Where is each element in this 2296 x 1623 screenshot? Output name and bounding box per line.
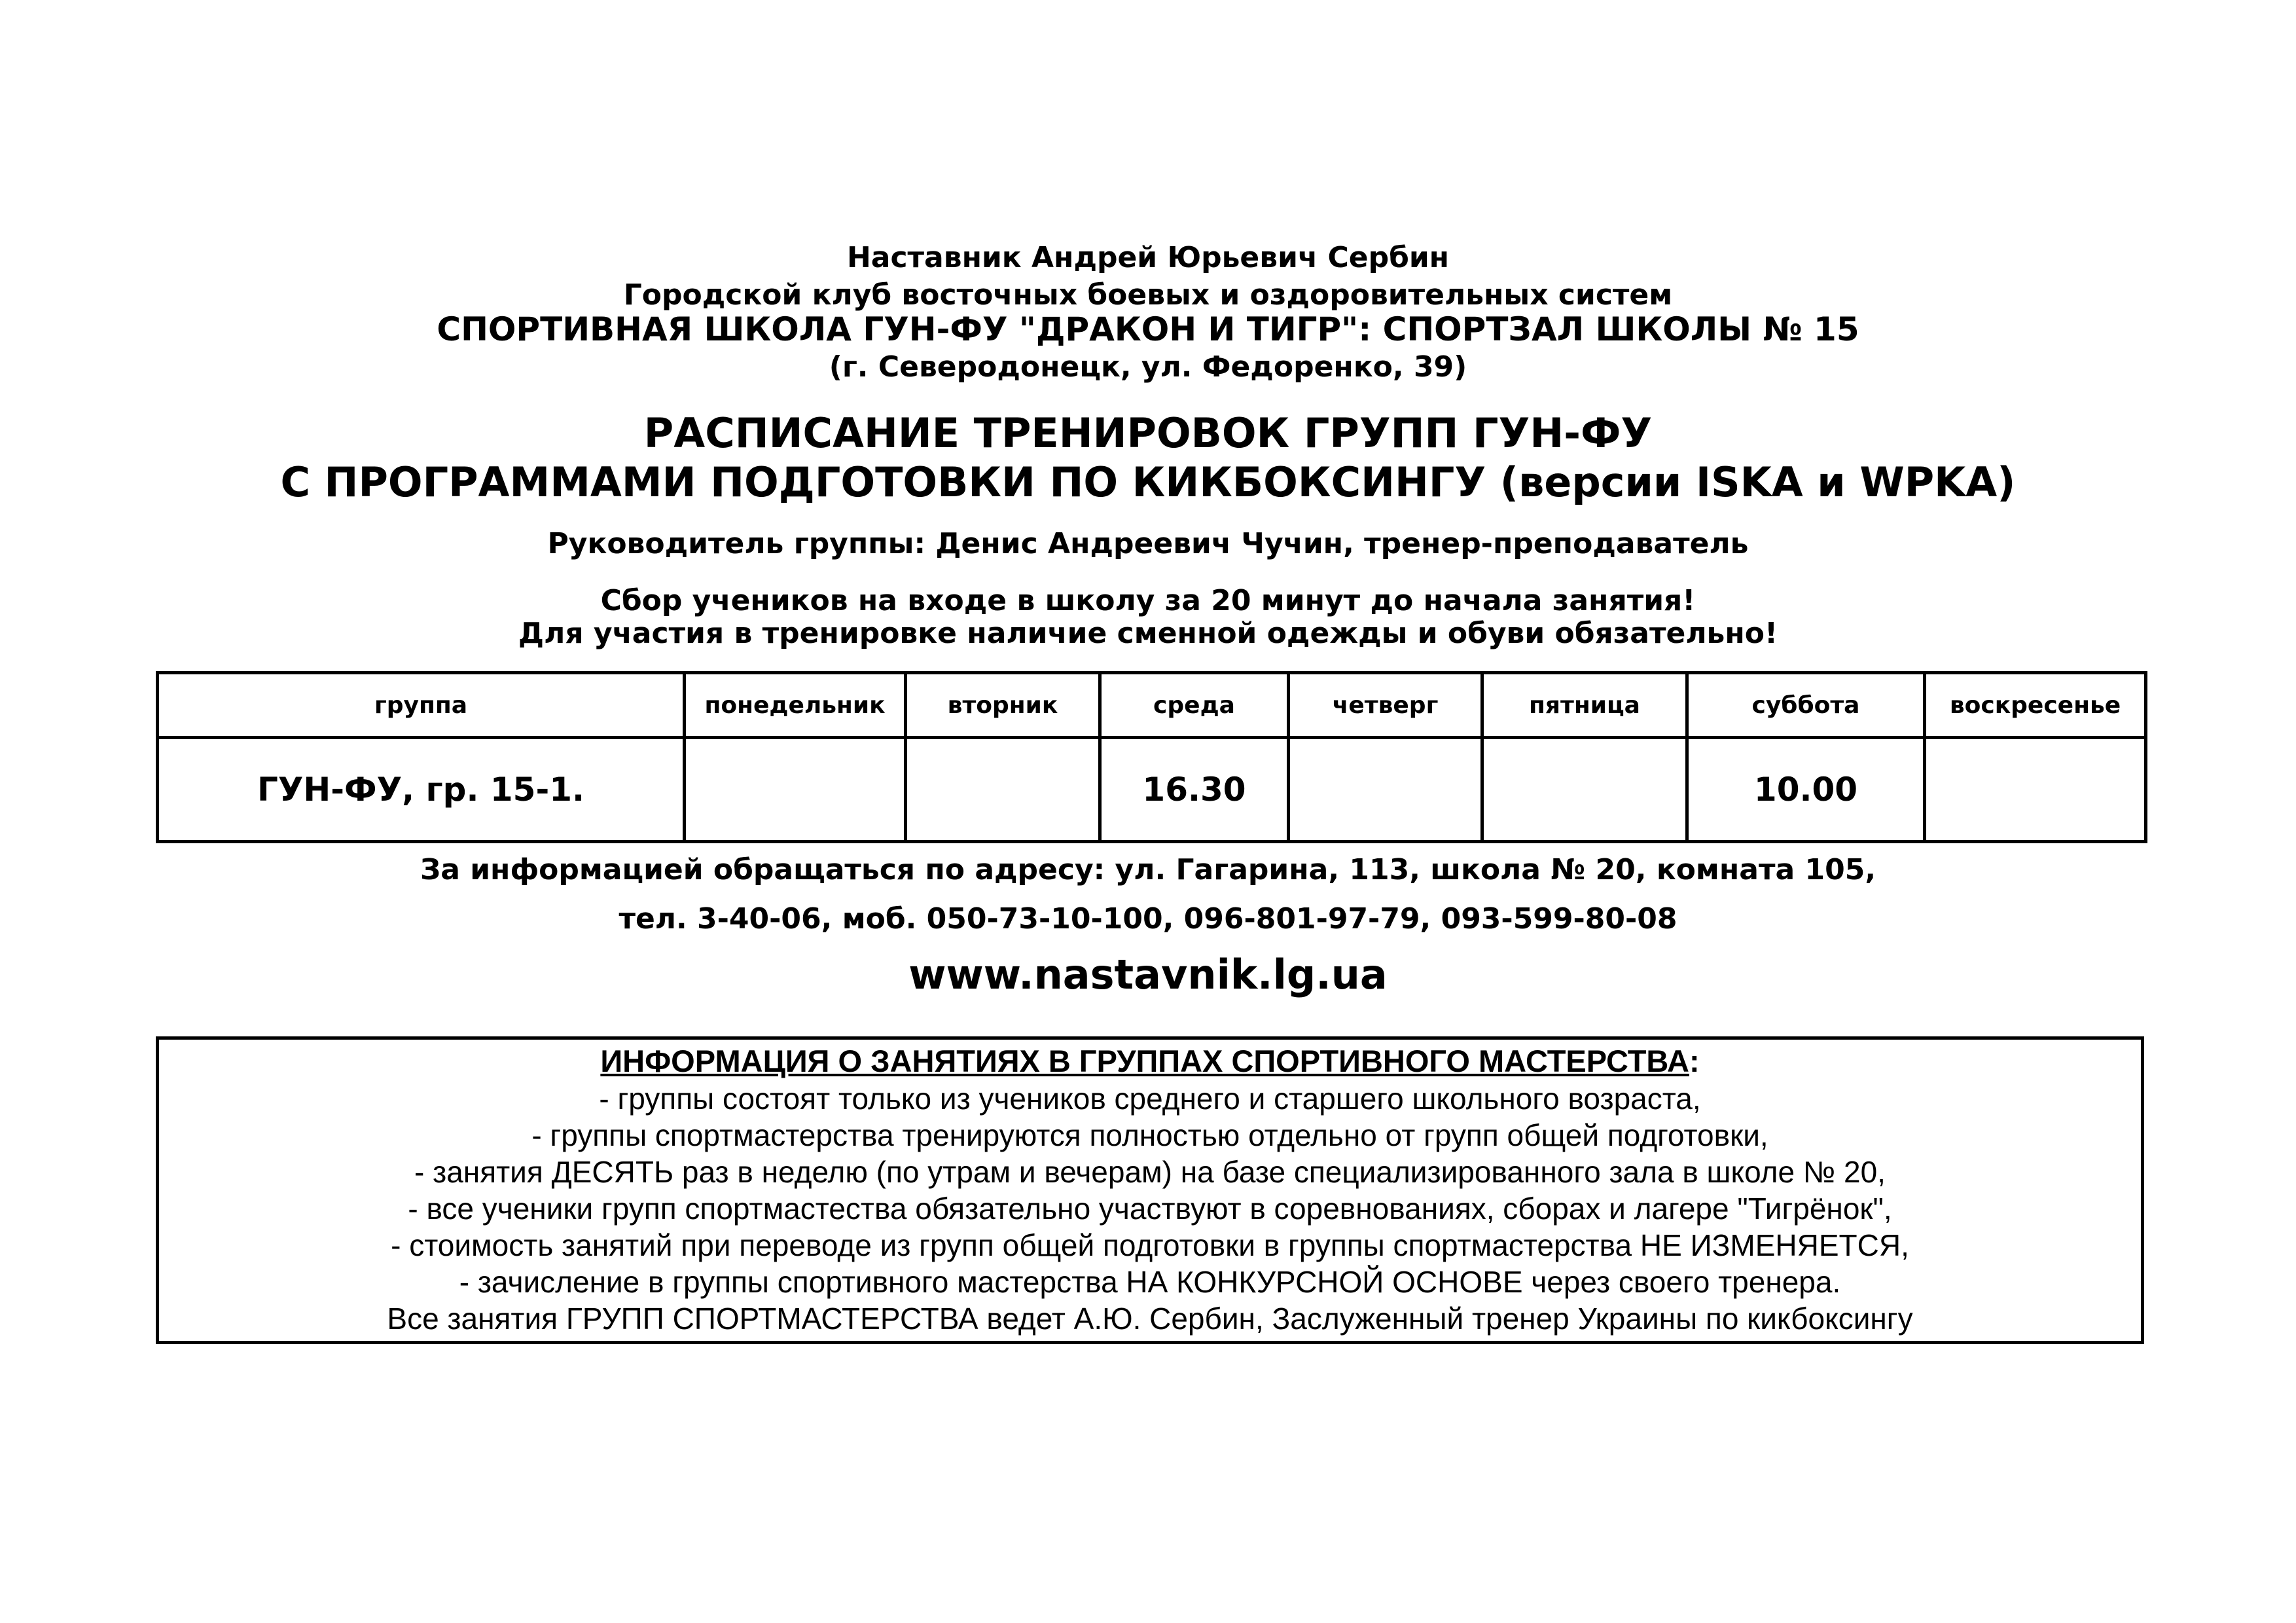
gathering-note-1: Сбор учеников на входе в школу за 20 минут до начала занятия! [600, 584, 1696, 617]
header-sunday: воскресенье [1925, 673, 2146, 738]
info-title [159, 1042, 2141, 1080]
school-name: СПОРТИВНАЯ ШКОЛА ГУН-ФУ "ДРАКОН И ТИГР": СПОРТЗАЛ ШКОЛЫ № 15 [437, 310, 1859, 348]
header-tuesday: вторник [906, 673, 1100, 738]
cell-sunday [1925, 738, 2146, 842]
group-lead: Руководитель группы: Денис Андреевич Чучин, тренер-преподаватель [547, 527, 1749, 560]
cell-monday [685, 738, 906, 842]
cell-group: ГУН-ФУ, гр. 15-1. [158, 738, 685, 842]
cell-friday [1482, 738, 1687, 842]
info-line-3: - занятия ДЕСЯТЬ раз в неделю (по утрам и вечерам) на базе специализированного зала в школе № 20, [414, 1155, 1886, 1189]
header-group: группа [158, 673, 685, 738]
school-address: (г. Северодонецк, ул. Федоренко, 39) [829, 350, 1467, 384]
cell-saturday: 10.00 [1687, 738, 1925, 842]
contact-phones: тел. 3-40-06, моб. 050-73-10-100, 096-801-97-79, 093-599-80-08 [619, 902, 1677, 936]
gathering-note-2: Для участия в тренировке наличие сменной одежды и обуви обязательно! [518, 617, 1778, 650]
header-wednesday: среда [1100, 673, 1289, 738]
info-box [156, 1036, 2144, 1344]
header-saturday: суббота [1687, 673, 1925, 738]
cell-wednesday: 16.30 [1100, 738, 1289, 842]
info-title-text: ИНФОРМАЦИЯ О ЗАНЯТИЯХ В ГРУППАХ СПОРТИВНОГО МАСТЕРСТВА [600, 1044, 1689, 1078]
page-title-line1: РАСПИСАНИЕ ТРЕНИРОВОК ГРУПП ГУН-ФУ [643, 409, 1653, 457]
cell-tuesday [906, 738, 1100, 842]
info-title-colon: : [1689, 1044, 1700, 1078]
contact-address: За информацией обращаться по адресу: ул. Гагарина, 113, школа № 20, комната 105, [420, 853, 1876, 886]
info-line-4: - все ученики групп спортмастества обязательно участвуют в соревнованиях, сборах и лагере "Тигрёнок", [408, 1192, 1892, 1226]
info-line-7: Все занятия ГРУПП СПОРТМАСТЕРСТВА ведет А.Ю. Сербин, Заслуженный тренер Украины по кикбоксингу [387, 1302, 1913, 1336]
club-name: Городской клуб восточных боевых и оздоровительных систем [623, 278, 1673, 312]
schedule-header-row [158, 673, 2146, 738]
header-thursday: четверг [1289, 673, 1482, 738]
cell-thursday [1289, 738, 1482, 842]
mentor-name: Наставник Андрей Юрьевич Сербин [846, 241, 1450, 274]
page-title-line2: С ПРОГРАММАМИ ПОДГОТОВКИ ПО КИКБОКСИНГУ (версии ISKA и WPKA) [280, 458, 2016, 506]
header-friday: пятница [1482, 673, 1687, 738]
header-monday: понедельник [685, 673, 906, 738]
info-line-5: - стоимость занятий при переводе из групп общей подготовки в группы спортмастерства НЕ ИЗМЕНЯЕТСЯ, [391, 1228, 1909, 1262]
info-line-6: - зачисление в группы спортивного мастерства НА КОНКУРСНОЙ ОСНОВЕ через своего тренера. [459, 1265, 1841, 1299]
info-line-1: - группы состоят только из учеников среднего и старшего школьного возраста, [599, 1082, 1701, 1116]
info-line-2: - группы спортмастерства тренируются полностью отдельно от групп общей подготовки, [531, 1118, 1768, 1152]
website-link[interactable]: www.nastavnik.lg.ua [908, 951, 1388, 998]
table-row [158, 738, 2146, 842]
schedule-table [156, 671, 2147, 843]
